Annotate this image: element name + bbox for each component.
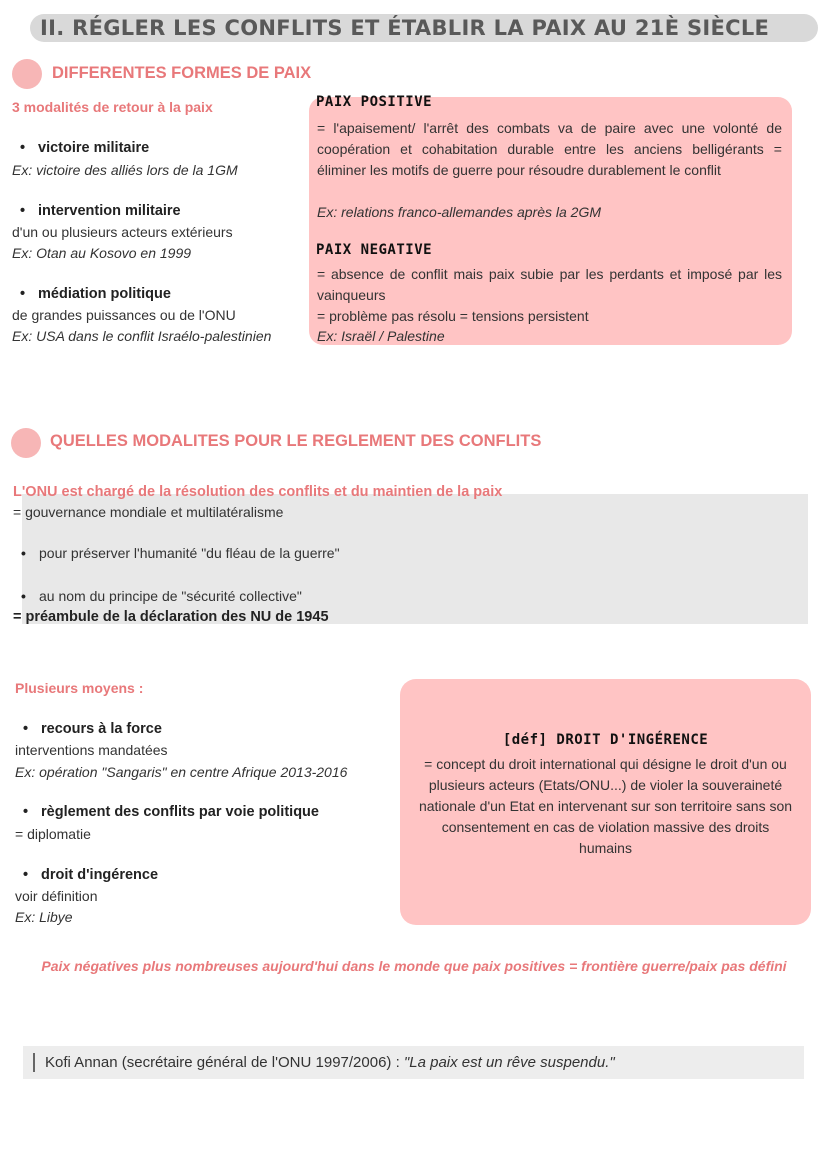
list-item-label: • médiation politique [12, 286, 171, 302]
list-item-example: Ex: Libye [15, 909, 73, 925]
list-item-label: • intervention militaire [12, 203, 181, 219]
page-title: II. RÉGLER LES CONFLITS ET ÉTABLIR LA PAIX AU 21È SIÈCLE [40, 16, 770, 40]
section-bullet-dot [12, 59, 42, 89]
onu-governance-line: = gouvernance mondiale et multilatéralisme [13, 504, 284, 520]
negative-peace-text-2: = problème pas résolu = tensions persistent [317, 308, 589, 324]
definition-title: [déf] DROIT D'INGÉRENCE [502, 732, 709, 748]
conclusion-text: Paix négatives plus nombreuses aujourd'hui dans le monde que paix positives = frontière guerre/paix pas défini [41, 958, 787, 974]
section-heading-forms-of-peace: DIFFERENTES FORMES DE PAIX [52, 64, 312, 82]
onu-title: L'ONU est chargé de la résolution des conflits et du maintien de la paix [13, 484, 503, 500]
list-item-label: • victoire militaire [12, 140, 149, 156]
list-item-example: Ex: USA dans le conflit Israélo-palestinien [12, 328, 272, 344]
subheading-modalities: 3 modalités de retour à la paix [12, 99, 213, 115]
list-item-label: • droit d'ingérence [15, 867, 158, 883]
positive-peace-title: PAIX POSITIVE [316, 94, 433, 110]
list-item-detail: interventions mandatées [15, 742, 168, 758]
list-item-example: Ex: victoire des alliés lors de la 1GM [12, 162, 238, 178]
means-title: Plusieurs moyens : [15, 680, 144, 696]
quote-text: "La paix est un rêve suspendu." [403, 1054, 615, 1071]
list-item-example: Ex: opération "Sangaris" en centre Afrique 2013-2016 [15, 764, 348, 780]
definition-text: = concept du droit international qui désigne le droit d'un ou plusieurs acteurs (Etats/ONU...) de violer la souveraineté nationale d'un Etat en intervenant sur son territoire sans son consentement en cas de violation massive des droits humains [418, 756, 793, 856]
list-item-example: Ex: Otan au Kosovo en 1999 [12, 245, 192, 261]
list-item-label: • recours à la force [15, 721, 162, 737]
onu-preamble: = préambule de la déclaration des NU de 1945 [13, 609, 329, 625]
positive-peace-text: = l'apaisement/ l'arrêt des combats va de paire avec une volonté de coopération et cohabitation durable entre les anciens belligérants = éliminer les motifs de guerre pour résoudre durablement le conflit [317, 120, 782, 178]
list-item-detail: de grandes puissances ou de l'ONU [12, 307, 236, 323]
onu-bullet: • pour préserver l'humanité "du fléau de la guerre" [13, 545, 340, 561]
list-item-label: • règlement des conflits par voie politique [15, 804, 319, 820]
negative-peace-example: Ex: Israël / Palestine [317, 328, 445, 344]
list-item-detail: = diplomatie [15, 826, 91, 842]
section-heading-conflict-settlement: QUELLES MODALITES POUR LE REGLEMENT DES CONFLITS [50, 432, 542, 450]
list-item-detail: d'un ou plusieurs acteurs extérieurs [12, 224, 233, 240]
quote [45, 1052, 615, 1073]
section-bullet-dot [11, 428, 41, 458]
negative-peace-title: PAIX NEGATIVE [316, 242, 433, 258]
negative-peace-text: = absence de conflit mais paix subie par les perdants et imposé par les vainqueurs [317, 266, 782, 303]
positive-peace-example: Ex: relations franco-allemandes après la 2GM [317, 204, 602, 220]
list-item-detail: voir définition [15, 888, 98, 904]
onu-bullet: • au nom du principe de "sécurité collective" [13, 588, 302, 604]
quote-divider [33, 1053, 35, 1072]
quote-author: Kofi Annan (secrétaire général de l'ONU 1997/2006) : [45, 1054, 404, 1071]
